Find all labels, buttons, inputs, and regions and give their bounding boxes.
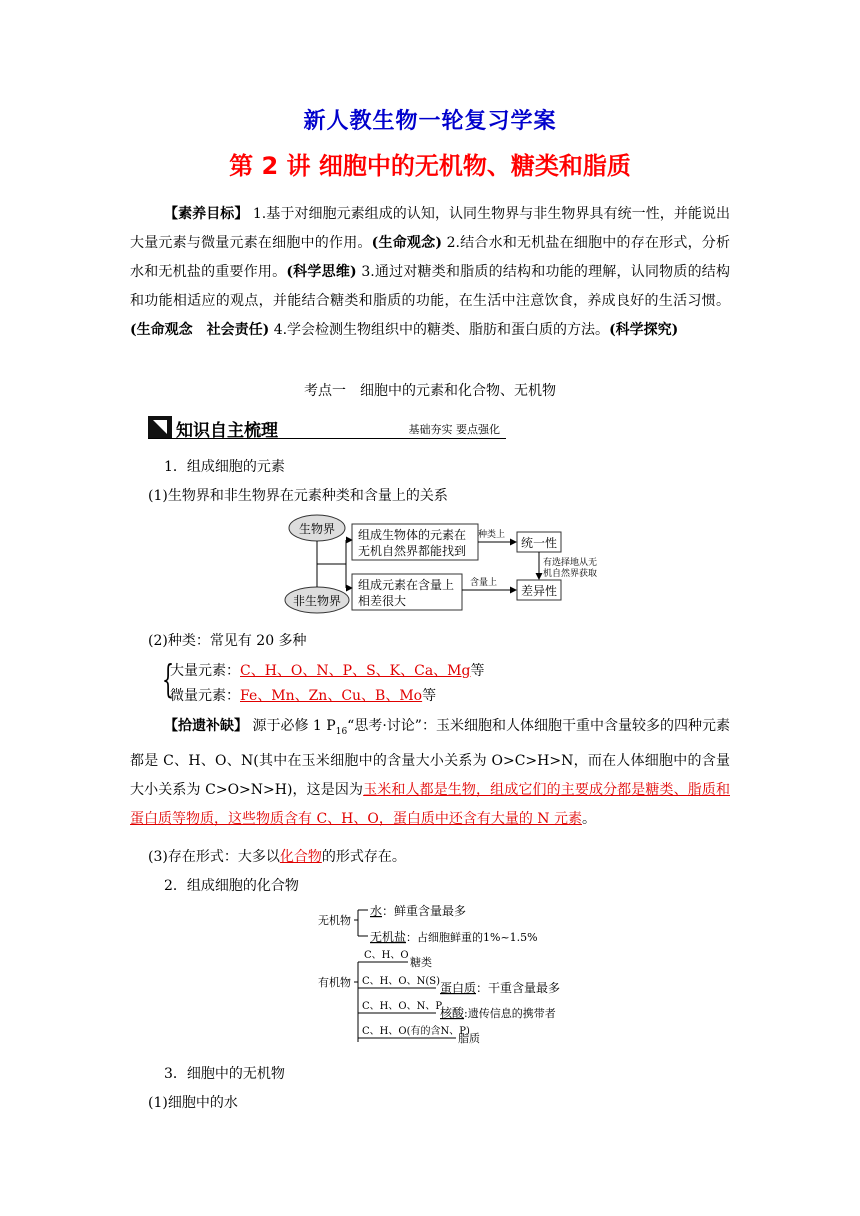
box1-line2: 无机自然界都能找到 [358,544,467,558]
goal-1-tag: (生命观念) [371,235,442,251]
banner-title: 知识自主梳理 [176,421,278,441]
section-title: 考点一 细胞中的元素和化合物、无机物 [304,383,556,399]
macro-label: 大量元素： [170,663,240,679]
lipid-label: 脂质 [458,1032,480,1045]
supplement-answer: 玉米和人都是生物，组成它们的主要成分都是糖类、脂质和蛋白质等物质，这些物质含有 C、H、O，蛋白质中还含有大量的 N 元素 [130,781,730,827]
subheading-water: (1)细胞中的水 [148,1095,238,1111]
by-amount-label: 含量上 [470,578,498,588]
existence-form-line [148,846,406,866]
salt-label: 无机盐 [370,930,407,944]
goal-2-tag: (科学思维) [286,264,357,280]
box1-line1: 组成生物体的元素在 [358,528,467,542]
heading-inorganic: 3．细胞中的无机物 [164,1066,285,1082]
difference-label: 差异性 [520,584,558,598]
goal-3-tag: (生命观念 社会责任) [130,322,270,338]
brace-icon: { [162,657,175,701]
nonbio-world-label: 非生物界 [292,594,342,608]
water-desc: ：鲜重含量最多 [382,904,467,918]
lecture-title: 第 2 讲 细胞中的无机物、糖类和脂质 [229,152,631,180]
micro-elements: Fe、Mn、Zn、Cu、B、Mo [240,688,423,704]
by-kind-label: 种类上 [478,530,506,540]
existence-post: 的形式存在。 [321,849,406,865]
nucleic-desc: :遗传信息的携带者 [464,1007,556,1020]
goal-1: 1.基于对细胞元素组成的认知，认同生物界与非生物界具有统一性，并能说出大量元素与微量元素在细胞中的作用。 [130,206,731,251]
sugar-label: 糖类 [410,956,432,969]
supplement-paragraph [130,712,730,834]
salt-desc: ：占细胞鲜重的1%~1.5% [406,931,538,944]
micro-suffix: 等 [422,688,437,704]
protein-desc: ：干重含量最多 [476,981,561,995]
banner-subtitle: 基础夯实 要点强化 [408,423,500,436]
supplement-page: 16 [335,726,348,737]
micro-label: 微量元素： [170,688,240,704]
goal-4: 4.学会检测生物组织中的糖类、脂肪和蛋白质的方法。 [273,322,610,338]
bio-world-label: 生物界 [298,522,336,536]
supplement-label: 【拾遗补缺】 [164,718,249,734]
organic-label: 有机物 [318,976,351,989]
supplement-text: “思考·讨论”：玉米细胞和人体细胞干重中含量较多的四种元素都是 C、H、O、N(其中在玉米细胞中的含量大小关系为 O>C>H>N，而在人体细胞中的含量大小关系为 C>O>N>H)，这是因为 [130,718,730,798]
sugar-elements: C、H、O [364,950,409,961]
existence-answer: 化合物 [279,849,322,865]
existence-pre: (3)存在形式：大多以 [148,849,280,865]
macro-elements-line [170,660,484,680]
water-label: 水 [370,904,383,918]
goal-2: 2.结合水和无机盐在细胞中的存在形式，分析水和无机盐的重要作用。 [130,235,731,280]
selective-note-line2: 机自然界获取 [543,569,598,579]
literacy-label: 【素养目标】 [164,206,249,222]
selective-note-line1: 有选择地从无 [543,558,598,568]
box2-line2: 相差很大 [358,594,407,608]
inorganic-label: 无机物 [318,914,351,927]
heading-compounds: 2．组成细胞的化合物 [164,878,299,894]
unity-label: 统一性 [520,536,558,550]
goal-3: 3.通过对糖类和脂质的结构和功能的理解，认同物质的结构和功能相适应的观点，并能结合糖类和脂质的功能，在生活中注意饮食，养成良好的生活习惯。 [130,264,731,309]
supplement-source: 源于必修 1 P [252,718,336,734]
banner-marker-icon [148,416,172,438]
element-relation-diagram [280,512,600,618]
literacy-goals [130,200,730,345]
nucleic-label: 核酸 [440,1006,465,1020]
nucleic-elements: C、H、O、N、P [362,1001,443,1012]
subheading-relation: (1)生物界和非生物界在元素种类和含量上的关系 [148,488,448,504]
micro-elements-line [170,685,436,705]
knowledge-banner [148,416,506,439]
macro-suffix: 等 [470,663,485,679]
macro-elements: C、H、O、N、P、S、K、Ca、Mg [240,663,471,679]
subheading-types: (2)种类：常见有 20 多种 [148,633,307,649]
protein-label: 蛋白质 [440,981,477,995]
compound-tree-diagram [316,902,596,1052]
protein-elements: C、H、O、N(S) [362,976,440,987]
supplement-end: 。 [582,810,596,827]
lipid-elements: C、H、O(有的含N、P) [362,1026,470,1037]
series-title: 新人教生物一轮复习学案 [303,109,557,134]
goal-4-tag: (科学探究) [609,322,679,338]
box2-line1: 组成元素在含量上 [358,578,455,592]
heading-elements: 1．组成细胞的元素 [164,459,285,475]
